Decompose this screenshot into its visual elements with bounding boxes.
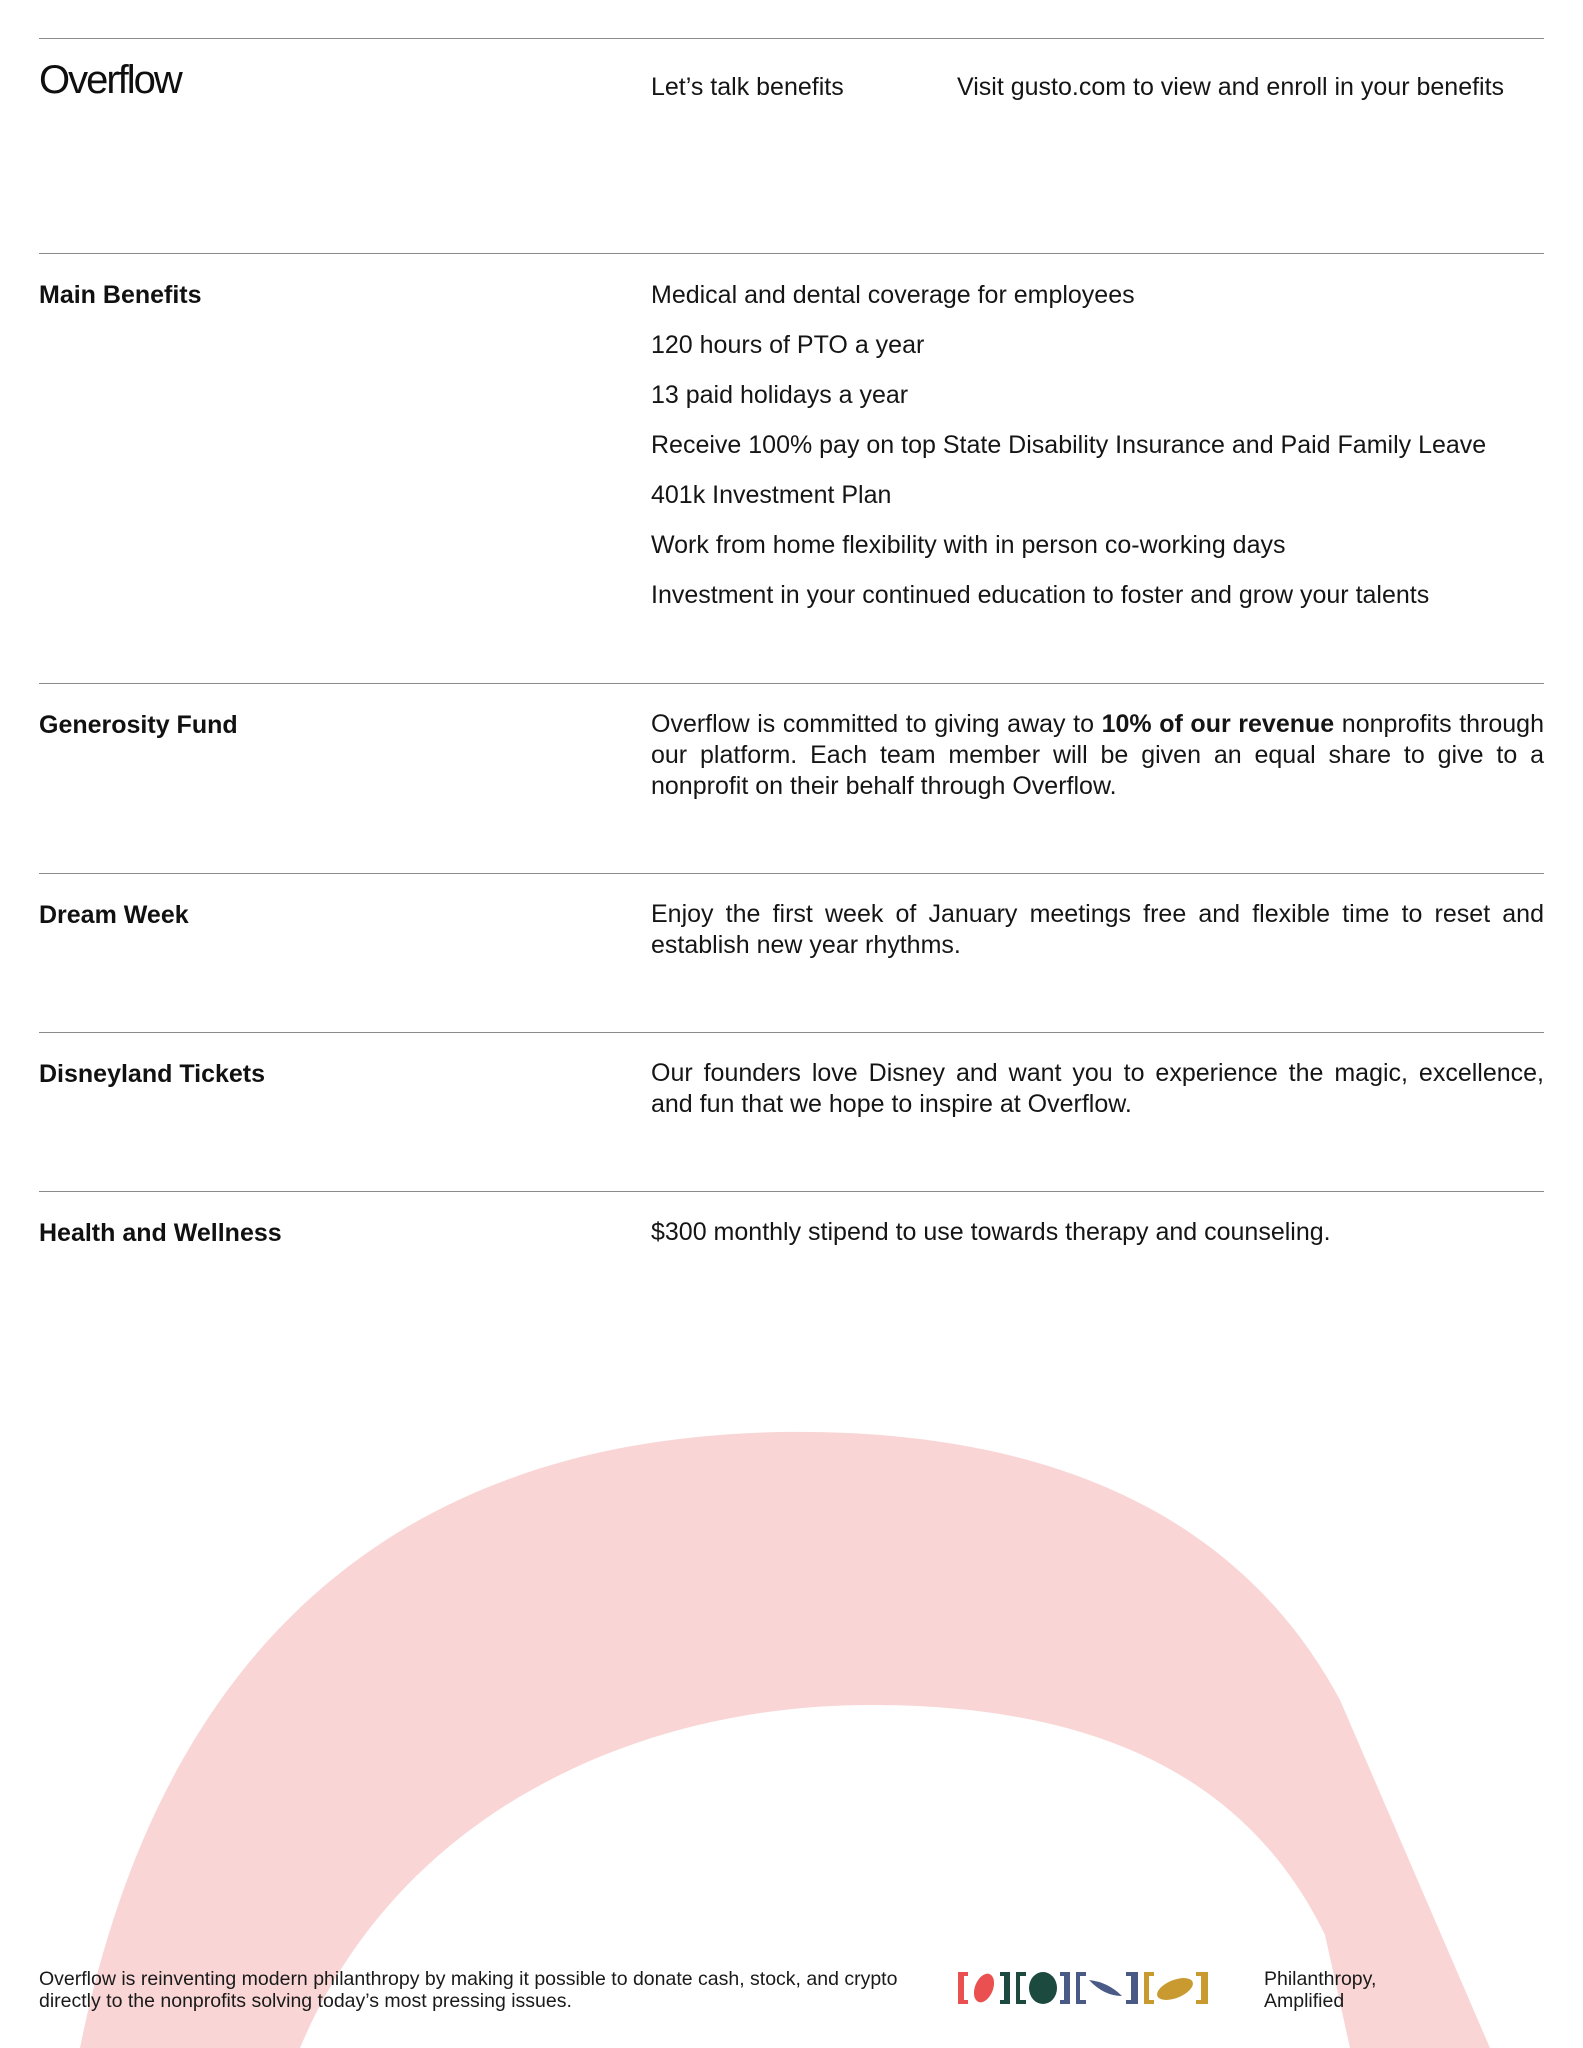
- footer-description: Overflow is reinventing modern philanthropy by making it possible to donate cash, stock, and crypto directly to the nonprofits solving today’s most pressing issues.: [39, 1968, 898, 2012]
- divider: [39, 1191, 1544, 1192]
- health-text: $300 monthly stipend to use towards therapy and counseling.: [651, 1218, 1331, 1246]
- tagline-line: Amplified: [1264, 1990, 1345, 2012]
- generosity-text-end: nonprofits through our platform. Each team member will be given an equal share to give to a nonprofit on their behalf through Overflow.: [651, 710, 1544, 800]
- benefit-item: 401k Investment Plan: [651, 481, 892, 509]
- benefit-item: 120 hours of PTO a year: [651, 331, 925, 359]
- dream-week-description: [651, 899, 1544, 961]
- section-label-main-benefits: Main Benefits: [39, 281, 202, 309]
- circle-icon: [1029, 1972, 1057, 2004]
- arc-shape: [80, 1432, 1490, 2048]
- section-label-health-wellness: Health and Wellness: [39, 1219, 282, 1247]
- divider: [39, 873, 1544, 874]
- benefit-item: Work from home flexibility with in person co-working days: [651, 531, 1286, 559]
- disneyland-text: Our founders love Disney and want you to experience the magic, excellence, and fun that we hope to inspire at Overflow.: [651, 1059, 1544, 1118]
- dream-week-text: Enjoy the first week of January meetings free and flexible time to reset and establish new year rhythms.: [651, 900, 1544, 959]
- benefit-item: Investment in your continued education to foster and grow your talents: [651, 581, 1430, 609]
- gusto-link[interactable]: Visit gusto.com to view and enroll in your benefits: [957, 73, 1505, 101]
- section-label-dream-week: Dream Week: [39, 901, 189, 929]
- main-benefits-list: [651, 281, 1544, 631]
- benefit-item: Medical and dental coverage for employees: [651, 281, 1135, 309]
- revenue-highlight: 10% of our revenue: [1101, 710, 1335, 738]
- bracket-icon: [958, 1972, 968, 2004]
- footer-tagline: [1264, 1968, 1376, 2012]
- overflow-brand-mark: [958, 1968, 1258, 2008]
- generosity-text: [651, 709, 1544, 802]
- disneyland-description: [651, 1058, 1544, 1120]
- benefit-item: Receive 100% pay on top State Disability Insurance and Paid Family Leave: [651, 431, 1487, 459]
- generosity-description: [651, 709, 1544, 802]
- bracket-icon: [1076, 1972, 1086, 2004]
- bracket-icon: [1060, 1972, 1070, 2004]
- bracket-icon: [1144, 1972, 1154, 2004]
- benefit-item: 13 paid holidays a year: [651, 381, 909, 409]
- divider: [39, 1032, 1544, 1033]
- benefits-heading: Let’s talk benefits: [651, 73, 844, 101]
- wave-icon: [1089, 1980, 1122, 1996]
- divider: [39, 38, 1544, 39]
- leaf-icon: [970, 1971, 998, 2006]
- section-label-disneyland-tickets: Disneyland Tickets: [39, 1060, 266, 1088]
- bracket-icon: [1000, 1972, 1010, 2004]
- health-description: [651, 1217, 1544, 1248]
- bracket-icon: [1126, 1972, 1138, 2004]
- tagline-line: Philanthropy,: [1264, 1968, 1377, 1990]
- overflow-logo: Overflow: [39, 58, 181, 102]
- bracket-icon: [1196, 1972, 1208, 2004]
- leaf-icon: [1154, 1974, 1196, 2005]
- divider: [39, 253, 1544, 254]
- generosity-text-start: Overflow is committed to giving away to: [651, 710, 1102, 738]
- bracket-icon: [1016, 1972, 1026, 2004]
- section-label-generosity-fund: Generosity Fund: [39, 711, 238, 739]
- divider: [39, 683, 1544, 684]
